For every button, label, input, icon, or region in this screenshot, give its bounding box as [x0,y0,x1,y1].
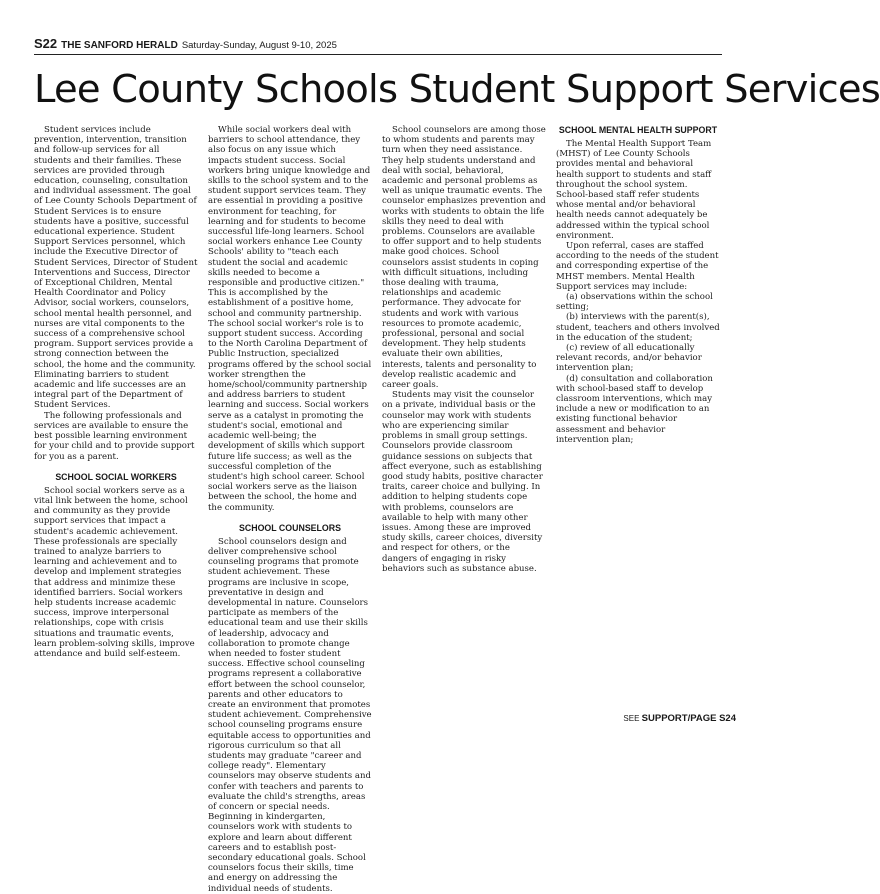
section-heading-counselors: SCHOOL COUNSELORS [239,522,341,533]
social-paragraph-1: School social workers serve as a vital link between the home, school and community as they provide support services that impact a student's academic achievement. These professionals are specially trained to analyze barriers to learning and achievement and to develop and implement strategies that address and minimize these identified barriers. Social workers help students increase academic success, improve interpersonal relationships, cope with crisis situations and traumatic events, learn problem-solving skills, improve attendance and build self-esteem. [34,485,195,659]
jump-target: SUPPORT/PAGE S24 [641,713,736,724]
section-heading-mental-health: SCHOOL MENTAL HEALTH SUPPORT [558,125,718,135]
social-paragraph-2: While social workers deal with barriers to school attendance, they also focus on any issue which impacts student success. Social workers bring unique knowledge and skills to the school system and to the student support services team. They are essential in providing a positive environment for teaching, for learning and for students to become successful life-long learners. School social workers enhance Lee County Schools' ability to "teach each student the social and academic skills needed to become a responsible and productive citizen." This is accomplished by the establishment of a positive home, school and community partnership. The school social worker's role is to support student success. According to the North Carolina Department of Public Instruction, specialized programs offered by the school social worker strengthen the home/school/community partnership and address barriers to student learning and success. Social workers serve as a catalyst in promoting the student's social, emotional and academic well-being; the development of skills which support future life success; as well as the successful completion of the student's high school career. School social workers serve as the liaison between the school, the home and the community. [208,125,372,513]
article-headline: Lee County Schools Student Support Services [34,67,880,112]
jump-see: SEE [623,714,640,723]
masthead-rule [34,54,722,55]
section-heading-social-workers: SCHOOL SOCIAL WORKERS [55,471,177,482]
newspaper-name: THE SANFORD HERALD [61,40,178,51]
column-1 [34,125,198,745]
mental-item-b: (b) interviews with the parent(s), student, teachers and others involved in the education of the student; [556,312,720,343]
column-2 [208,125,372,894]
masthead [34,36,722,54]
continued-jump-line [623,713,736,724]
intro-paragraph-1: Student services include prevention, intervention, transition and follow-up services for all students and their families. These services are provided through education, counseling, consultation and individual assessment. The goal of Lee County Schools Department of Student Services is to ensure students have a positive, successful educational experience. Student Support Services personnel, which include the Executive Director of Student Services, Director of Student Interventions and Success, Director of Exceptional Children, Mental Health Coordinator and Policy Advisor, social workers, counselors, school mental health personnel, and nurses are vital components to the success of a comprehensive school program. Support services provide a strong connection between the school, the home and the community. Eliminating barriers to student academic and life successes are an integral part of the Department of Student Services. [34,125,198,411]
mental-paragraph-1: The Mental Health Support Team (MHST) of Lee County Schools provides mental and behavioral health support to students and staff throughout the school system. School-based staff refer students whose mental and/or behavioral health needs cannot adequately be addressed within the typical school environment. [556,139,712,241]
counselor-paragraph-2: School counselors are among those to whom students and parents may turn when they need assistance. They help students understand and deal with social, behavioral, academic and personal problems as well as unique traumatic events. The counselor emphasizes prevention and works with students to obtain the life skills they need to deal with problems. Counselors are available to offer support and to help students make good choices. School counselors assist students in coping with difficult situations, including those dealing with trauma, relationships and academic performance. They advocate for students and work with various resources to promote academic, professional, personal and social development. They help students evaluate their own abilities, interests, talents and personality to develop realistic academic and career goals. [382,125,546,391]
issue-date: Saturday-Sunday, August 9-10, 2025 [181,40,337,51]
article-body [34,125,722,894]
column-3 [382,125,546,745]
page-number: S22 [34,36,58,51]
counselor-paragraph-3: Students may visit the counselor on a private, individual basis or the counselor may work with students who are experiencing similar problems in small group settings. Counselors provide classroom guidance sessions on subjects that affect everyone, such as establishing good study habits, positive character traits, career choice and bullying. In addition to helping students cope with problems, counselors are available to help with many other issues. Among these are improved study skills, career choices, diversity and respect for others, or the dangers of engaging in risky behaviors such as substance abuse. [382,390,543,574]
mental-item-c: (c) review of all educationally relevant records, and/or behavior intervention plan; [556,343,702,374]
column-4 [556,125,720,745]
intro-paragraph-2: The following professionals and services are available to ensure the best possible learning environment for your child and to provide support for you as a parent. [34,410,195,462]
mental-item-a: (a) observations within the school setting; [556,292,713,313]
counselor-paragraph-1: School counselors design and deliver comprehensive school counseling programs that promote student achievement. These programs are inclusive in scope, preventative in design and developmental in nature. Counselors participate as members of the educational team and use their skills of leadership, advocacy and collaboration to promote change when needed to foster student success. Effective school counseling programs represent a collaborative effort between the school counselor, parents and other educators to create an environment that promotes student achievement. Comprehensive school counseling programs ensure equitable access to opportunities and rigorous curriculum so that all students may graduate "career and college ready". Elementary counselors may observe students and confer with teachers and parents to evaluate the child's strengths, areas of concern or special needs. Beginning in kindergarten, counselors work with students to explore and learn about different careers and to establish post-secondary educational goals. School counselors focus their skills, time and energy on addressing the individual needs of students. [208,536,372,894]
mental-item-d: (d) consultation and collaboration with school-based staff to develop classroom interventions, which may include a new or modification to an existing functional behavior assessment and behavior intervention plan; [556,373,713,445]
mental-paragraph-2: Upon referral, cases are staffed according to the needs of the student and corresponding expertise of the MHST members. Mental Health Support services may include: [556,241,719,292]
